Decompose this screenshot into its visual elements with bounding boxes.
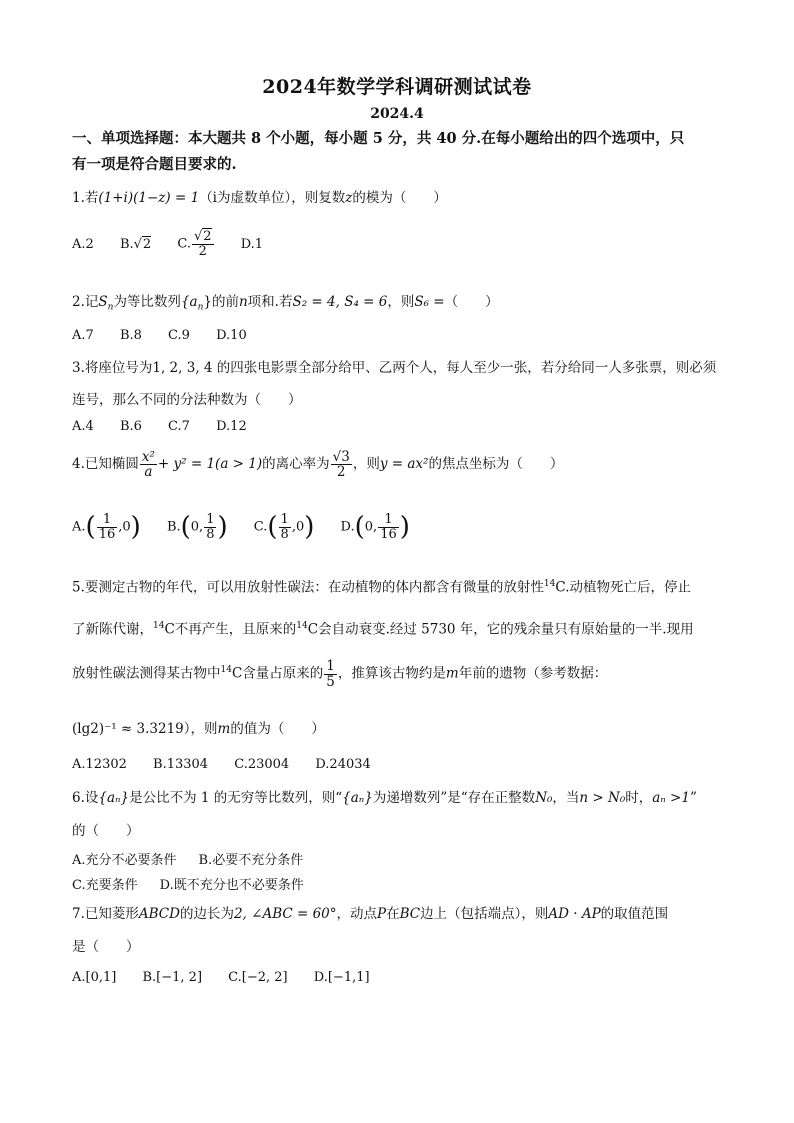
option-c: C.23004	[234, 757, 290, 772]
option-b: B.√2	[119, 236, 152, 252]
section-heading	[72, 126, 727, 178]
page-title: 2024年数学学科调研测试试卷	[262, 76, 532, 98]
q3-line2: 连号，那么不同的分法种数为（ ）	[72, 392, 302, 408]
option-c: C.[−2, 2]	[228, 970, 288, 985]
option-b: B.6	[119, 419, 142, 434]
question-4-stem: 4.已知椭圆 $\frac{\text{x²}}{a}$ + y² = 1(a > 1)的离心率为 $\frac{√3}{2}$ ，则y = ax²的焦点坐标为（ ）	[72, 449, 564, 481]
question-2-options	[72, 328, 269, 343]
option-a: A.2	[72, 236, 94, 252]
question-6-options	[72, 848, 326, 898]
exam-date: 2024.4	[370, 106, 424, 122]
option-d: D.10	[216, 328, 247, 343]
option-d: D.(0, $\frac{1}{16}$ )	[340, 511, 410, 542]
question-3-options	[72, 419, 269, 434]
option-d: D.24034	[315, 757, 371, 772]
option-a: A.[0,1]	[72, 970, 117, 985]
question-5-line1: 5.要测定古物的年代，可以用放射性碳法：在动植物的体内都含有微量的放射性$^{14}$C.动植物死亡后，停止	[72, 579, 691, 596]
option-b: B.8	[119, 328, 142, 343]
question-6-line2: 的（ ）	[72, 823, 140, 839]
option-c: C.( $\frac{1}{8}$ ,0)	[253, 511, 315, 542]
option-b: B.[−1, 2]	[142, 970, 203, 985]
question-5-options	[72, 757, 393, 772]
question-7-line2: 是（ ）	[72, 939, 140, 955]
q1-equation: (1+i)(1−z) = 1	[98, 190, 200, 206]
option-b: B.必要不充分条件	[198, 853, 304, 868]
question-5-line3: 放射性碳法测得某古物中$^{14}$C含量占原来的 $\frac{1}{5}$ ，推算该古物约是m年前的遗物（参考数据：	[72, 658, 608, 690]
q1-text: 1.若	[72, 190, 99, 206]
q1-text: （i为虚数单位），则复数	[199, 190, 346, 206]
question-2-stem: 2.记$S_n$为等比数列$\{a_n\}$的前n项和.若S₂ = 4, S₄ = 6，则S₆ =（ ）	[72, 294, 499, 313]
option-a: A.12302	[72, 757, 127, 772]
option-a: A.( $\frac{1}{16}$ ,0)	[72, 511, 141, 542]
section-heading-line1: 一、单项选择题：本大题共 8 个小题，每小题 5 分，共 40 分.在每小题给出的四个选项中，只	[72, 130, 685, 147]
option-b: B.13304	[153, 757, 209, 772]
question-7-options	[72, 970, 392, 985]
option-a: A.充分不必要条件	[72, 853, 177, 868]
question-3-stem	[72, 357, 732, 411]
section-heading-line2: 有一项是符合题目要求的.	[72, 156, 237, 173]
question-5-line4: (lg2)⁻¹ ≈ 3.3219），则m的值为（ ）	[72, 721, 325, 737]
q3-line1: 3.将座位号为1, 2, 3, 4 的四张电影票全部分给甲、乙两个人，每人至少一张，若分给同一人多张票，则必须	[72, 360, 717, 376]
option-c: C.9	[168, 328, 190, 343]
option-b: B.(0, $\frac{1}{8}$ )	[166, 511, 228, 542]
question-1-options	[72, 230, 285, 258]
option-d: D.[−1,1]	[313, 970, 370, 985]
question-4-options	[72, 512, 432, 542]
question-1-stem	[72, 187, 732, 209]
option-d: D.12	[216, 419, 247, 434]
option-c: C.充要条件	[72, 878, 138, 893]
question-6-line1: 6.设{aₙ}是公比不为 1 的无穷等比数列，则“{aₙ}为递增数列”是“存在正整数N₀，当n > N₀时，aₙ >1”	[72, 790, 697, 806]
option-d: D.1	[240, 236, 264, 252]
option-c: C. $\frac{√2}{2}$	[177, 229, 212, 259]
question-5-line2: 了新陈代谢，$^{14}$C不再产生，且原来的$^{14}$C会自动衰变.经过 5730 年，它的残余量只有原始量的一半.现用	[72, 621, 694, 638]
q1-text: 的模为（ ）	[352, 190, 447, 206]
option-c: C.7	[168, 419, 190, 434]
option-d: D.既不充分也不必要条件	[159, 878, 304, 893]
option-a: A.4	[72, 419, 94, 434]
question-7-line1: 7.已知菱形ABCD的边长为2, ∠ABC = 60°，动点P在BC边上（包括端点），则AD · AP的取值范围	[72, 906, 669, 922]
q1-variable: z	[345, 190, 353, 206]
option-a: A.7	[72, 328, 94, 343]
